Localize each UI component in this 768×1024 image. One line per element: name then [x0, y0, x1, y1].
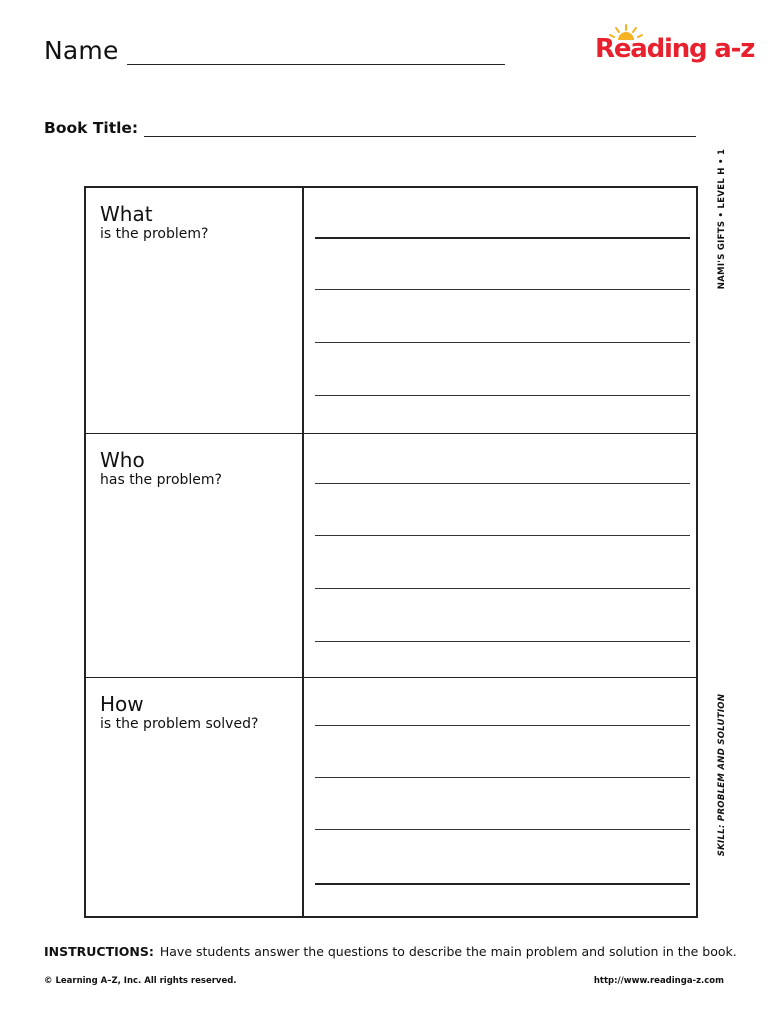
question-main: What [100, 202, 153, 226]
column-divider [302, 188, 304, 433]
question-cell [100, 448, 222, 489]
copyright-text: © Learning A–Z, Inc. All rights reserved. [44, 976, 237, 986]
organizer-row-what [86, 188, 696, 433]
column-divider [302, 434, 304, 677]
answer-line[interactable] [315, 725, 690, 726]
answer-line[interactable] [315, 483, 690, 484]
column-divider [302, 678, 304, 918]
answer-line[interactable] [315, 289, 690, 290]
question-sub: is the problem solved? [100, 716, 259, 732]
answer-line[interactable] [315, 588, 690, 589]
question-cell [100, 692, 258, 733]
answer-line[interactable] [315, 641, 690, 642]
answer-line[interactable] [315, 829, 690, 830]
question-sub: is the problem? [100, 226, 209, 242]
question-main: How [100, 692, 144, 716]
answer-line[interactable] [315, 777, 690, 778]
question-main: Who [100, 448, 145, 472]
side-book-level-text: NAMI'S GIFTS • LEVEL H • 1 [717, 148, 727, 290]
book-title-blank-line[interactable] [144, 118, 696, 137]
name-blank-line[interactable] [127, 36, 505, 65]
question-sub: has the problem? [100, 472, 222, 488]
answer-line[interactable] [315, 883, 690, 885]
instructions-text: Have students answer the questions to describe the main problem and solution in the book. [159, 944, 737, 959]
instructions [44, 944, 737, 959]
book-title-label: Book Title: [44, 119, 139, 137]
website-url[interactable]: http://www.readinga-z.com [593, 976, 724, 986]
name-label: Name [44, 36, 119, 65]
organizer-row-how [86, 677, 696, 918]
answer-line[interactable] [315, 535, 690, 536]
question-cell [100, 202, 208, 243]
logo-text: Reading a-z [595, 34, 755, 64]
name-field-row [44, 36, 505, 65]
side-skill-text: SKILL: PROBLEM AND SOLUTION [717, 693, 727, 857]
answer-line[interactable] [315, 395, 690, 396]
problem-solution-organizer [84, 186, 698, 918]
instructions-label: INSTRUCTIONS: [44, 944, 154, 959]
answer-line[interactable] [315, 342, 690, 343]
answer-line[interactable] [315, 237, 690, 239]
organizer-row-who [86, 433, 696, 677]
book-title-row [44, 118, 696, 137]
reading-a-z-logo [592, 24, 755, 74]
